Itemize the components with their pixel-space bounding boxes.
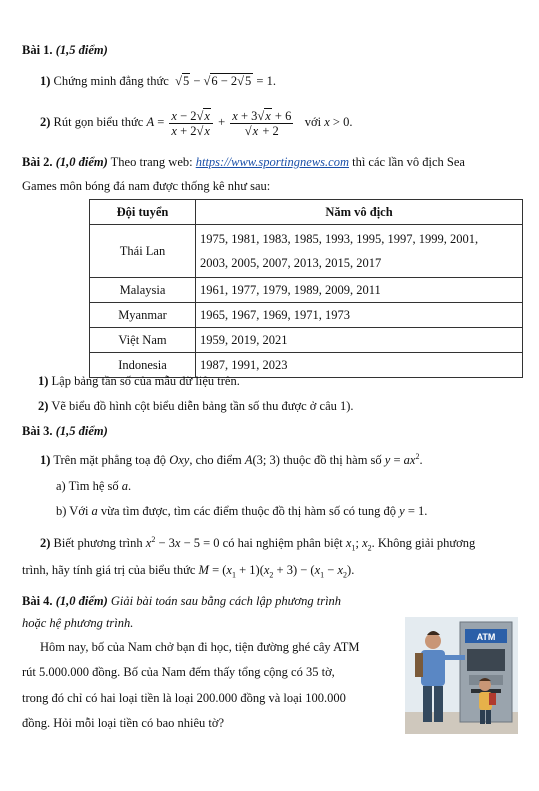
bai3-q2 <box>40 532 475 557</box>
bai3-q2-label: 2) <box>40 536 51 551</box>
bai2-points: (1,0 điểm) <box>55 155 108 169</box>
table-header-row <box>90 200 523 225</box>
bai3-q1 <box>40 449 423 468</box>
table-cell-team: Malaysia <box>90 278 196 303</box>
table-cell-team: Thái Lan <box>90 225 196 278</box>
bai1-q2-formula: A = $\frac{x - 2√x}{x + 2√x}$ + $\frac{x + 3√x + 6}{√x + 2}$ <box>146 108 292 138</box>
bai2-heading: Bài 2. <box>22 155 53 169</box>
bai4-p1: Hôm nay, bố của Nam chở bạn đi học, tiện đường ghé cây ATM <box>40 640 360 654</box>
bai2-intro-rest: thì các lần vô địch Sea <box>352 155 465 169</box>
coord-system: Oxy <box>169 453 190 468</box>
bai3-qb: b) Với a vừa tìm được, tìm các điểm thuộc đồ thị hàm số có tung độ y = 1. <box>56 504 428 518</box>
bai3-q1-text-b: , cho điểm <box>189 453 242 468</box>
bai1-q2-condition: x > 0. <box>324 115 353 129</box>
bai3-heading: Bài 3. <box>22 424 53 438</box>
bai2-intro-line2: Games môn bóng đá nam được thống kê như sau: <box>22 179 271 193</box>
table-cell-team: Myanmar <box>90 303 196 328</box>
table-row <box>90 278 523 303</box>
bai3-points: (1,5 điểm) <box>55 424 108 438</box>
bai1-heading: Bài 1. <box>22 43 53 57</box>
bai2-intro: Theo trang web: <box>110 155 193 169</box>
bai1-q2-label: 2) <box>40 115 51 129</box>
bai3-q1-text-c: thuộc đồ thị hàm số <box>283 453 382 468</box>
bai1-q1-formula: √5 − √6 − 2√5 = 1. <box>171 74 276 88</box>
bai3-q1-text-a: Trên mặt phẳng toạ độ <box>53 453 167 468</box>
bai4-intro-line2: hoặc hệ phương trình. <box>22 616 134 630</box>
bai2-q1: 1) Lập bảng tần số của mẫu dữ liệu trên. <box>38 374 240 388</box>
bai4-p3: trong đó chỉ có hai loại tiền là loại 200.000 đồng và loại 100.000 <box>22 691 346 705</box>
bai3-q1-label: 1) <box>40 453 51 468</box>
bai3-qa-text: a) Tìm hệ số <box>56 479 119 493</box>
table-cell-years: 1987, 1991, 2023 <box>196 353 523 378</box>
expression-m: $M = (x_1 + 1)(x_2 + 3) - (x_1 - x_2)$. <box>198 563 355 580</box>
roots: $x_1$; $x_2$ <box>345 536 372 553</box>
bai4-intro: Giải bài toán sau bằng cách lập phương trình <box>110 594 342 608</box>
table-row <box>90 328 523 353</box>
equation: $x^2 - 3x - 5 = 0$ <box>145 535 220 551</box>
atm-scene-icon <box>405 617 518 734</box>
function-formula: $y = ax^2$. <box>384 452 423 468</box>
bai1-q1-text: Chứng minh đẳng thức <box>53 74 169 88</box>
table-header-team: Đội tuyển <box>90 200 196 225</box>
bai3-q2-text-b: có hai nghiệm phân biệt <box>222 536 343 551</box>
bai3-q2-text-a: Biết phương trình <box>53 536 143 551</box>
atm-sign-text: ATM <box>476 632 496 642</box>
bai4-points: (1,0 điểm) <box>55 594 108 608</box>
bai1-q2-cond: với <box>304 115 322 129</box>
bai3-q2-line2-text: trình, hãy tính giá trị của biểu thức <box>22 563 196 577</box>
table-cell-years: 1959, 2019, 2021 <box>196 328 523 353</box>
bai1-q1-label: 1) <box>40 74 51 88</box>
bai2-q2-visible: Vẽ biểu đồ hình cột biểu diễn bảng tần số thu được ở câu 1). <box>48 399 354 413</box>
bai2-heading-line <box>22 154 465 170</box>
bai4-p4: đồng. Hỏi mỗi loại tiền có bao nhiêu tờ? <box>22 716 225 730</box>
table-cell-years <box>196 225 523 278</box>
bai3-q2-text-c: . Không giải phương <box>371 536 476 551</box>
bai2-q1-visible: Lập bảng tần số của mẫu dữ liệu trên. <box>48 374 240 388</box>
table-cell-team: Việt Nam <box>90 328 196 353</box>
champions-table <box>89 199 523 378</box>
table-row <box>90 225 523 278</box>
bai2-q2: 2) Vẽ biểu đồ hình cột biểu diễn bảng tần số thu được ở câu 1). <box>38 399 354 413</box>
bai3-q2-line2 <box>22 562 354 584</box>
atm-illustration <box>405 617 518 734</box>
table-header-years: Năm vô địch <box>196 200 523 225</box>
years-line: 1975, 1981, 1983, 1985, 1993, 1995, 1997, 1999, 2001, <box>200 232 479 246</box>
bai3-heading-line <box>22 423 108 439</box>
bai1-points: (1,5 điểm) <box>55 43 108 57</box>
bai3-qb-text-a: b) Với <box>56 504 89 518</box>
bai1-q1 <box>40 73 276 89</box>
table-cell-team: Indonesia <box>90 353 196 378</box>
bai1-heading-line <box>22 42 108 58</box>
bai4-p2: rút 5.000.000 đồng. Bố của Nam đếm thấy tổng cộng có 35 tờ, <box>22 665 335 679</box>
table-row <box>90 303 523 328</box>
bai4-heading-line <box>22 593 341 609</box>
source-link[interactable]: https://www.sportingnews.com <box>195 155 349 169</box>
bai1-q2 <box>40 107 352 138</box>
bai3-qb-text-b: vừa tìm được, tìm các điểm thuộc đồ thị hàm số có tung độ <box>100 504 397 518</box>
table-cell-years: 1965, 1967, 1969, 1971, 1973 <box>196 303 523 328</box>
bai3-qa: a) Tìm hệ số a. <box>56 479 132 493</box>
bai4-heading: Bài 4. <box>22 594 53 608</box>
bai1-q2-text: Rút gọn biểu thức <box>53 115 144 129</box>
table-cell-years: 1961, 1977, 1979, 1989, 2009, 2011 <box>196 278 523 303</box>
point-a: A(3; 3) <box>244 453 280 468</box>
years-line: 2003, 2005, 2007, 2013, 2015, 2017 <box>200 256 382 270</box>
